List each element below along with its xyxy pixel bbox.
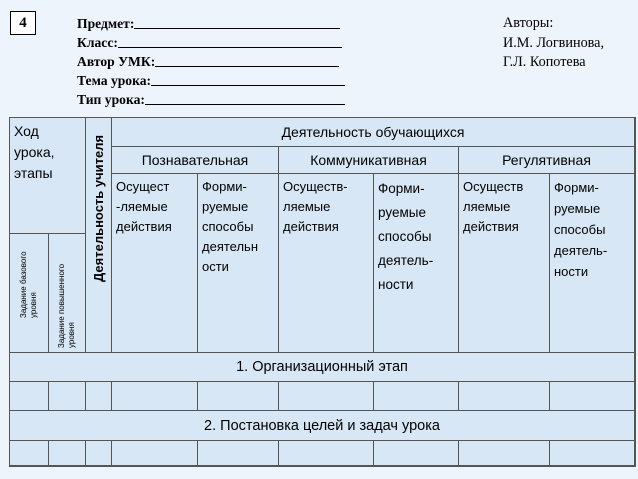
advanced-task-header: Задание повышенного уровня bbox=[49, 234, 86, 353]
meta-class-label: Класс: bbox=[77, 35, 118, 50]
table-cell bbox=[279, 441, 374, 466]
author-name: И.М. Логвинова, bbox=[503, 34, 605, 51]
table-cell bbox=[86, 441, 112, 466]
communicative-methods-header: Форми- руемые способы деятель- ности bbox=[374, 174, 459, 353]
regulatory-group-header: Регулятивная bbox=[459, 147, 635, 174]
table-cell bbox=[374, 441, 459, 466]
author-name: Г.Л. Копотева bbox=[503, 54, 586, 70]
meta-subject bbox=[77, 14, 345, 33]
authors-heading: Авторы: bbox=[503, 15, 554, 31]
meta-subject-line bbox=[134, 14, 340, 29]
table-cell bbox=[49, 382, 86, 411]
meta-umk bbox=[77, 52, 345, 71]
teacher-activity-header: Деятельность учителя bbox=[86, 118, 112, 353]
table-cell bbox=[279, 382, 374, 411]
meta-topic bbox=[77, 71, 345, 90]
meta-type bbox=[77, 90, 345, 109]
table-cell bbox=[10, 382, 49, 411]
meta-type-label: Тип урока: bbox=[77, 92, 145, 107]
communicative-actions-header: Осуществ- ляемые действия bbox=[279, 174, 374, 353]
table-cell bbox=[198, 382, 279, 411]
communicative-group-header: Коммуникативная bbox=[279, 147, 459, 174]
table-cell bbox=[459, 441, 550, 466]
table-cell bbox=[459, 382, 550, 411]
student-activity-header: Деятельность обучающихся bbox=[112, 118, 635, 147]
table-cell bbox=[198, 441, 279, 466]
table-cell bbox=[374, 382, 459, 411]
stage-row-organizational: 1. Организационный этап bbox=[10, 353, 635, 382]
table-cell bbox=[112, 382, 198, 411]
meta-class bbox=[77, 33, 345, 52]
regulatory-actions-header: Осуществ ляемые действия bbox=[459, 174, 550, 353]
meta-type-line bbox=[145, 90, 345, 105]
table-cell bbox=[10, 441, 49, 466]
meta-umk-line bbox=[155, 52, 339, 67]
lesson-meta bbox=[77, 14, 345, 109]
regulatory-methods-header: Форми- руемые способы деятель- ности bbox=[550, 174, 635, 353]
stage-row-goals: 2. Постановка целей и задач урока bbox=[10, 411, 635, 441]
cognitive-methods-header: Форми- руемые способы деятельн ости bbox=[198, 174, 279, 353]
cognitive-group-header: Познавательная bbox=[112, 147, 279, 174]
meta-subject-label: Предмет: bbox=[77, 16, 135, 31]
table-cell bbox=[550, 441, 635, 466]
meta-topic-label: Тема урока: bbox=[77, 73, 152, 88]
basic-task-header: Задание базового уровня bbox=[10, 234, 49, 353]
lesson-plan-table bbox=[9, 117, 636, 467]
lesson-stages-header: Ход урока, этапы bbox=[10, 118, 86, 234]
authors-block bbox=[503, 14, 604, 73]
table-cell bbox=[86, 382, 112, 411]
table-cell bbox=[112, 441, 198, 466]
meta-topic-line bbox=[151, 71, 345, 86]
meta-umk-label: Автор УМК: bbox=[77, 54, 156, 69]
cognitive-actions-header: Осущест -ляемые действия bbox=[112, 174, 198, 353]
meta-class-line bbox=[118, 33, 342, 48]
table-cell bbox=[550, 382, 635, 411]
table-cell bbox=[49, 441, 86, 466]
slide-number: 4 bbox=[10, 11, 36, 35]
